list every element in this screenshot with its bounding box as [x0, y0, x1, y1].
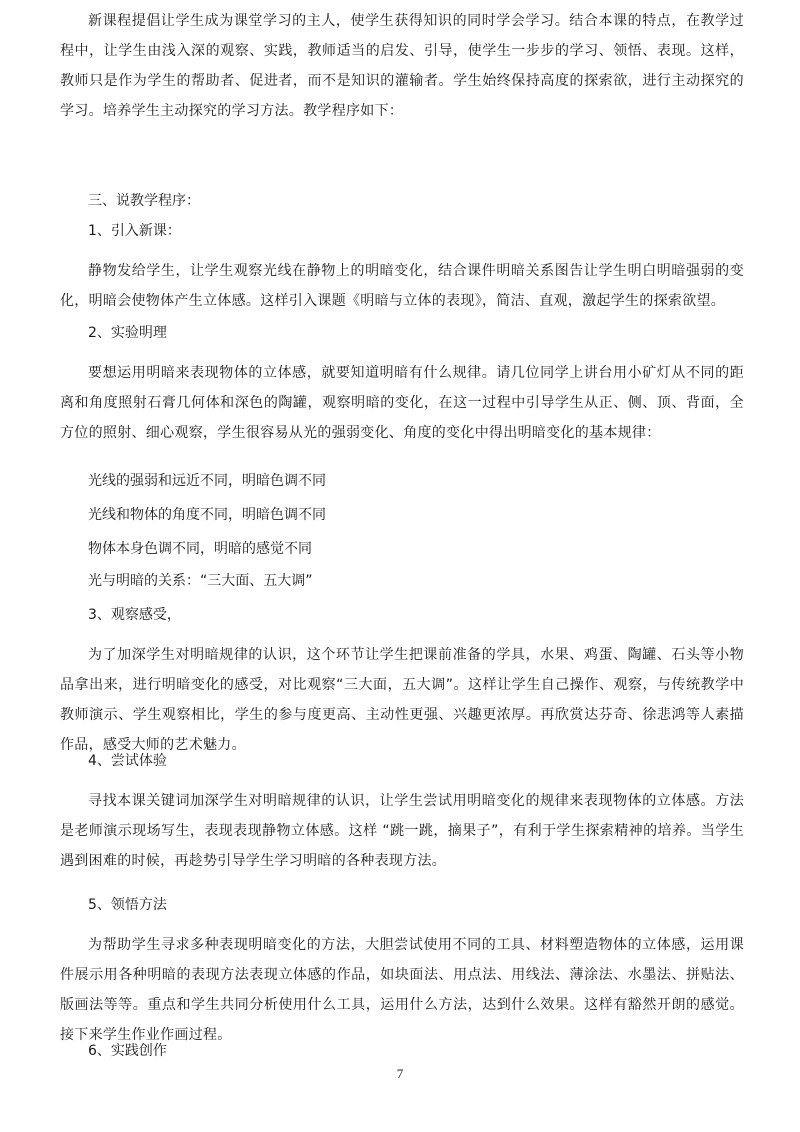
heading-section-3: 三、说教学程序： — [88, 193, 200, 209]
page-number: 7 — [396, 1066, 404, 1081]
heading-step-6: 6、实践创作 — [88, 1043, 167, 1059]
rule-line-2: 光线和物体的角度不同，明暗色调不同 — [88, 507, 326, 523]
paragraph-step-4: 寻找本课关键词加深学生对明暗规律的认识，让学生尝试用明暗变化的规律来表现物体的立体感。方法是老师演示现场写生，表现表现静物立体感。这样 “跳一跳，摘果子”，有利于学生探索精神的培养。当学生遇到困难的时候，再趁势引导学生学习明暗的各种表现方法。 — [60, 793, 744, 869]
heading-step-4: 4、尝试体验 — [88, 753, 167, 769]
heading-step-1: 1、引入新课： — [88, 223, 181, 239]
paragraph-step-2: 要想运用明暗来表现物体的立体感，就要知道明暗有什么规律。请几位同学上讲台用小矿灯从不同的距离和角度照射石膏几何体和深色的陶罐，观察明暗的变化，在这一过程中引导学生从正、侧、顶、背面，全方位的照射、细心观察，学生很容易从光的强弱变化、角度的变化中得出明暗变化的基本规律： — [60, 365, 744, 441]
rule-line-4: 光与明暗的关系：“三大面、五大调” — [88, 573, 313, 589]
rule-line-1: 光线的强弱和远近不同，明暗色调不同 — [88, 473, 326, 489]
rule-line-3: 物体本身色调不同，明暗的感觉不同 — [88, 541, 312, 557]
paragraph-intro: 新课程提倡让学生成为课堂学习的主人，使学生获得知识的同时学会学习。结合本课的特点，在教学过程中，让学生由浅入深的观察、实践，教师适当的启发、引导，使学生一步步的学习、领悟、表现。这样，教师只是作为学生的帮助者、促进者，而不是知识的灌输者。学生始终保持高度的探索欲，进行主动探究的学习。培养学生主动探究的学习方法。教学程序如下： — [60, 13, 744, 119]
paragraph-step-5: 为帮助学生寻求多种表现明暗变化的方法，大胆尝试使用不同的工具、材料塑造物体的立体感，运用课件展示用各种明暗的表现方法表现立体感的作品，如块面法、用点法、用线法、薄涂法、水墨法、拼贴法、版画法等等。重点和学生共同分析使用什么工具，运用什么方法，达到什么效果。这样有豁然开朗的感觉。接下来学生作业作画过程。 — [60, 937, 744, 1043]
heading-step-5: 5、领悟方法 — [88, 897, 167, 913]
heading-step-2: 2、实验明理 — [88, 325, 167, 341]
heading-step-3: 3、观察感受， — [88, 607, 181, 623]
paragraph-step-1: 静物发给学生，让学生观察光线在静物上的明暗变化，结合课件明暗关系图告让学生明白明暗强弱的变化，明暗会使物体产生立体感。这样引入课题《明暗与立体的表现》，简洁、直观，激起学生的探索欲望。 — [60, 263, 744, 309]
paragraph-step-3: 为了加深学生对明暗规律的认识，这个环节让学生把课前准备的学具，水果、鸡蛋、陶罐、石头等小物品拿出来，进行明暗变化的感受，对比观察“三大面，五大调”。这样让学生自己操作、观察，与传统教学中教师演示、学生观察相比，学生的参与度更高、主动性更强、兴趣更浓厚。再欣赏达芬奇、徐悲鸿等人素描作品，感受大师的艺术魅力。 — [60, 647, 744, 753]
